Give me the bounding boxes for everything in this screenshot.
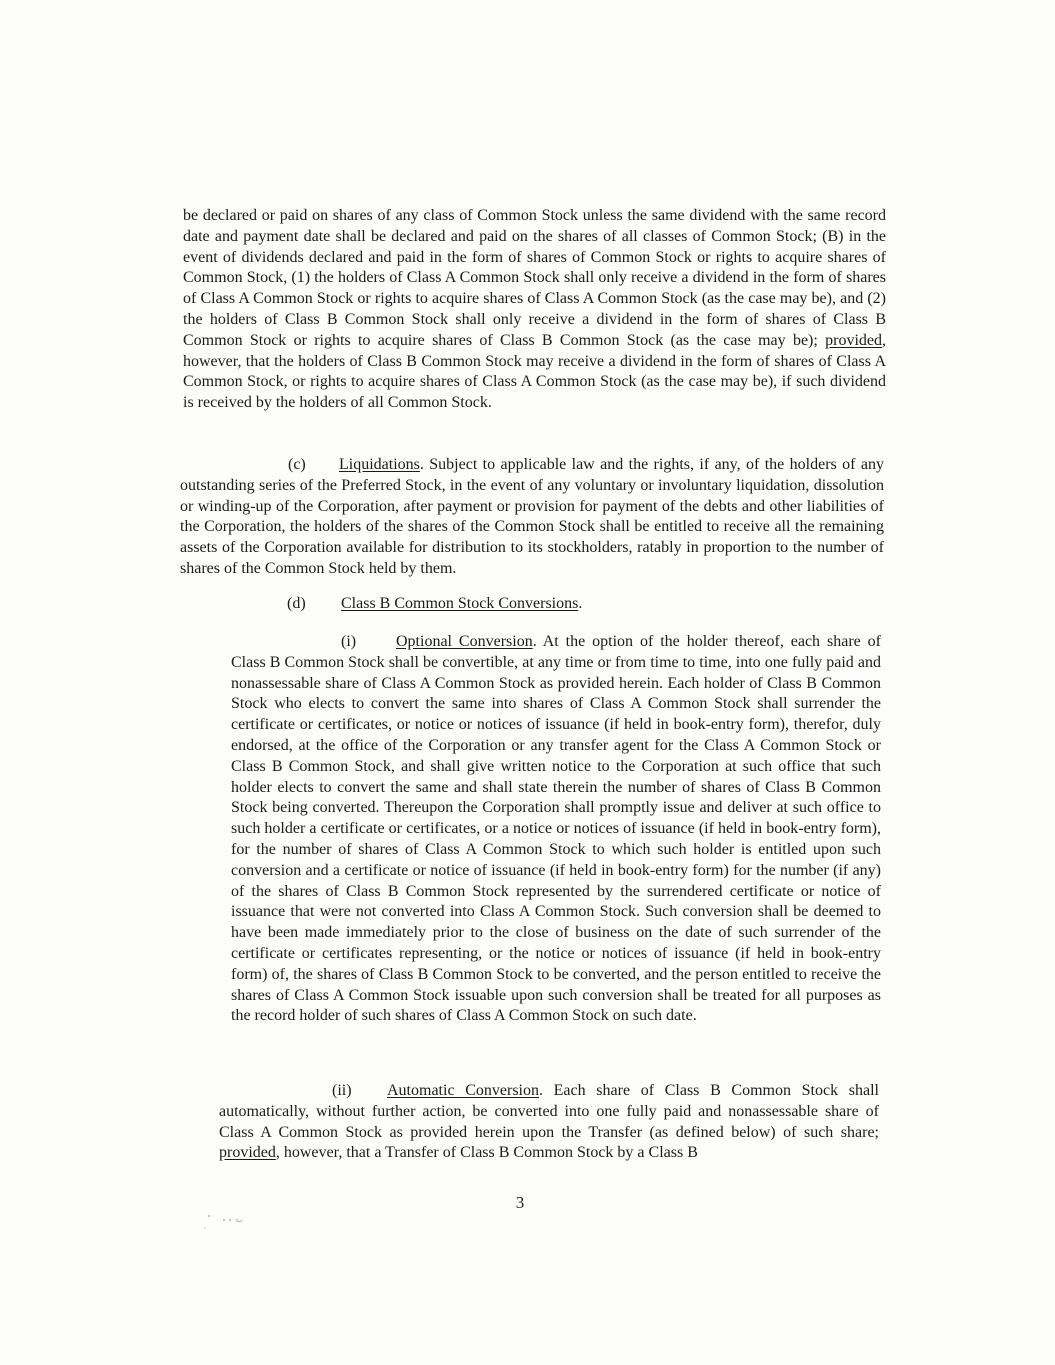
conversions-heading: Class B Common Stock Conversions bbox=[341, 595, 579, 612]
provided-emphasis-2: provided bbox=[219, 1144, 276, 1162]
automatic-conversion-paragraph bbox=[219, 1081, 879, 1164]
automatic-conversion-text: . Each share of Class B Common Stock shall automatically, without further action, be converted into one fully paid and nonassessable share of Class A Common Stock as provided herein upon the Transfer (as defined below) of such share; bbox=[219, 1082, 879, 1141]
section-label-d: (d) bbox=[287, 595, 306, 612]
optional-conversion-text-block bbox=[231, 632, 881, 1027]
subsection-label-ii: (ii) bbox=[332, 1082, 352, 1099]
liquidations-text: . Subject to applicable law and the rights, if any, of the holders of any outstanding series of the Preferred Stock, in the event of any voluntary or involuntary liquidation, dissolution or winding-up of the Corporation, after payment or provision for payment of the debts and other liabilities of the Corporation, the holders of the shares of the Common Stock shall be entitled to receive all the remaining assets of the Corporation available for distribution to its stockholders, ratably in proportion to the number of shares of the Common Stock held by them. bbox=[180, 456, 884, 577]
dividend-text-continued: , however, that the holders of Class B Common Stock may receive a dividend in the form of shares of Class A Common Stock, or rights to acquire shares of Class A Common Stock (as the case may be), if such dividend is received by the holders of all Common Stock. bbox=[183, 331, 886, 412]
liquidations-paragraph bbox=[180, 455, 884, 580]
optional-conversion-paragraph bbox=[231, 632, 881, 1027]
section-label-c: (c) bbox=[288, 456, 306, 473]
automatic-conversion-heading: Automatic Conversion bbox=[387, 1082, 539, 1099]
dividend-text: be declared or paid on shares of any class of Common Stock unless the same dividend with the same record date and payment date shall be declared and paid on the shares of all classes of Common Stock; (B) in the event of dividends declared and paid in the form of shares of Common Stock or rights to acquire shares of Common Stock, (1) the holders of Class A Common Stock shall only receive a dividend in the form of shares of Class A Common Stock or rights to acquire shares of Class A Common Stock (as the case may be), and (2) the holders of Class B Common Stock shall only receive a dividend in the form of shares of Class B Common Stock or rights to acquire shares of Class B Common Stock (as the case may be); bbox=[183, 207, 886, 349]
optional-conversion-heading: Optional Conversion bbox=[396, 633, 533, 650]
page-number: 3 bbox=[515, 1193, 525, 1212]
optional-conversion-text: . At the option of the holder thereof, each share of Class B Common Stock shall be convertible, at any time or from time to time, into one fully paid and nonassessable share of Class A Common Stock as provided herein. Each holder of Class B Common Stock who elects to convert the same into shares of Class A Common Stock shall surrender the certificate or certificates, or notice or notices of issuance (if held in book-entry form), therefor, duly endorsed, at the office of the Corporation or any transfer agent for the Class A Common Stock or Class B Common Stock, and shall give written notice to the Corporation at such office that such holder elects to convert the same and shall state therein the number of shares of Class B Common Stock being converted. Thereupon the Corporation shall promptly issue and deliver at such office to such holder a certificate or certificates, or a notice or notices of issuance (if held in book-entry form), for the number of shares of Class A Common Stock to which such holder is entitled upon such conversion and a certificate or notice of issuance (if held in book-entry form) for the number (if any) of the shares of Class B Common Stock represented by the surrendered certificate or notice of issuance that were not converted into Class A Common Stock. Such conversion shall be deemed to have been made immediately prior to the close of business on the date of such surrender of the certificate or certificates representing, or the notice or notices of issuance (if held in book-entry form) of, the shares of Class B Common Stock to be converted, and the person entitled to receive the shares of Class A Common Stock issuable upon such conversion shall be treated for all purposes as the record holder of such shares of Class A Common Stock on such date. bbox=[231, 633, 882, 1025]
liquidations-heading: Liquidations bbox=[339, 456, 420, 473]
conversions-heading-punct: . bbox=[578, 595, 583, 612]
dividend-paragraph-text bbox=[183, 206, 886, 414]
provided-emphasis: provided bbox=[825, 331, 882, 349]
scan-smudge-mark bbox=[203, 1208, 263, 1230]
liquidations-paragraph-text bbox=[180, 455, 884, 580]
automatic-conversion-text-continued: , however, that a Transfer of Class B Common Stock by a Class B bbox=[275, 1144, 698, 1162]
subsection-label-i: (i) bbox=[341, 633, 357, 650]
conversions-heading-paragraph bbox=[287, 594, 787, 615]
conversions-heading-line bbox=[287, 594, 787, 615]
dividend-paragraph bbox=[183, 206, 886, 414]
automatic-conversion-text-block bbox=[219, 1081, 879, 1164]
